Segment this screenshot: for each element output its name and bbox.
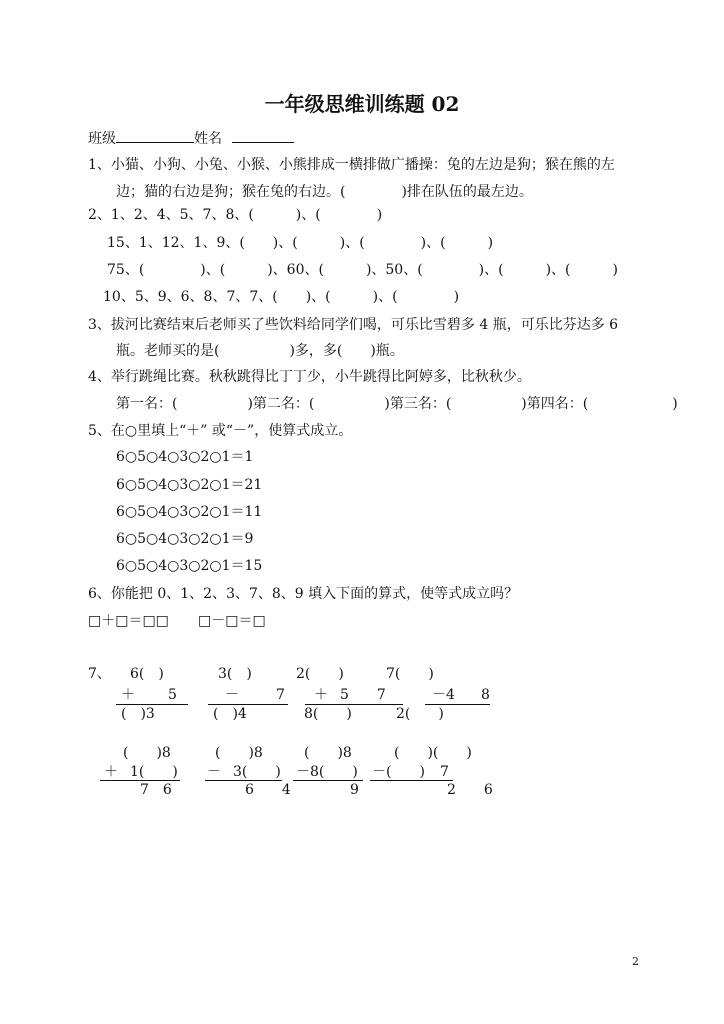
q7-label: 7、 xyxy=(88,666,111,682)
q6-equation-2: □－□＝□ xyxy=(198,613,266,629)
vertical-problem-top: ( )8 xyxy=(304,745,352,761)
vertical-problem-operator: － xyxy=(207,764,221,780)
q3-line2: 瓶。老师买的是( )多，多( )瓶。 xyxy=(116,343,404,359)
q5-prompt: 5、在○里填上“＋” 或“－”，使算式成立。 xyxy=(88,423,353,439)
name-label: 姓名 xyxy=(194,131,222,147)
q2-line4: 10、5、9、6、8、7、7、( )、( )、( ) xyxy=(103,289,460,305)
q6-prompt: 6、你能把 0、1、2、3、7、8、9 填入下面的算式，使等式成立吗？ xyxy=(88,586,519,602)
vertical-problem-top: ( )8 xyxy=(215,745,263,761)
q2-line1: 2、1、2、4、5、7、8、( )、( ) xyxy=(88,207,383,223)
vertical-problem-top: ( )8 xyxy=(123,745,171,761)
vertical-problem-top: 6( ) xyxy=(130,666,164,682)
vertical-problem-top: 7( ) xyxy=(386,666,434,682)
vertical-problem-result: 2( ) xyxy=(396,706,444,722)
vertical-problem-operator: －8( ) xyxy=(296,764,358,780)
vertical-problem-second: 5 xyxy=(168,687,177,703)
q5-equation: 6○5○4○3○2○1＝21 xyxy=(116,477,263,493)
vertical-problem-top: 3( ) xyxy=(218,666,252,682)
vertical-problem-operator: ＋ xyxy=(104,764,118,780)
vertical-problem-result: ( )3 xyxy=(121,706,155,722)
q2-line3: 75、( )、( )、60、( )、50、( )、( )、( ) xyxy=(107,262,618,278)
vertical-problem-operator: ＋ xyxy=(314,687,328,703)
class-blank[interactable] xyxy=(116,128,194,143)
vertical-problem-second: 7 xyxy=(440,764,449,780)
vertical-problem-result: ( )4 xyxy=(213,706,247,722)
q5-equation: 6○5○4○3○2○1＝9 xyxy=(116,531,254,547)
class-name-row xyxy=(88,128,294,148)
class-label: 班级 xyxy=(88,131,116,147)
q5-equation: 6○5○4○3○2○1＝1 xyxy=(116,449,254,465)
q2-line2: 15、1、12、1、9、( )、( )、( )、( ) xyxy=(107,235,494,251)
page-number: 2 xyxy=(632,955,639,968)
vertical-problem-second: 8 xyxy=(481,687,490,703)
q4-line1: 4、举行跳绳比赛。秋秋跳得比丁丁少，小牛跳得比阿婷多，比秋秋少。 xyxy=(88,369,531,385)
q6-equation-1: □＋□＝□□ xyxy=(88,613,169,629)
vertical-problem-operator: － xyxy=(225,687,239,703)
vertical-problem-second: 3( ) xyxy=(233,764,281,780)
page-title: 一年级思维训练题 02 xyxy=(264,92,460,116)
vertical-problem-operator: ＋ xyxy=(121,687,135,703)
vertical-problem-result: 7 6 xyxy=(140,782,172,798)
vertical-problem-operator: －( ) xyxy=(372,764,425,780)
vertical-problem-top: 2( ) xyxy=(296,666,344,682)
q5-equation: 6○5○4○3○2○1＝15 xyxy=(116,558,263,574)
vertical-problem-operator: －4 xyxy=(432,687,455,703)
q1-line1: 1、小猫、小狗、小兔、小猴、小熊排成一横排做广播操：兔的左边是狗；猴在熊的左 xyxy=(88,157,615,173)
q5-equation: 6○5○4○3○2○1＝11 xyxy=(116,504,263,520)
q3-line1: 3、拔河比赛结束后老师买了些饮料给同学们喝，可乐比雪碧多 4 瓶，可乐比芬达多 6 xyxy=(88,317,619,333)
vertical-problem-result: 2 6 xyxy=(447,782,493,798)
vertical-problem-result: 9 xyxy=(350,782,359,798)
vertical-problem-result: 8( ) xyxy=(304,706,352,722)
name-blank[interactable] xyxy=(232,128,294,143)
q1-line2: 边；猫的右边是狗；猴在兔的右边。( )排在队伍的最左边。 xyxy=(116,184,533,200)
vertical-problem-second: 5 7 xyxy=(340,687,386,703)
vertical-problem-result: 6 4 xyxy=(245,782,291,798)
vertical-problem-top: ( )( ) xyxy=(394,745,472,761)
answer-line xyxy=(370,780,453,781)
vertical-problem-second: 1( ) xyxy=(130,764,178,780)
q4-rankings: 第一名：( )第二名：( )第三名：( )第四名：( ) xyxy=(116,396,678,412)
vertical-problem-second: 7 xyxy=(276,687,285,703)
